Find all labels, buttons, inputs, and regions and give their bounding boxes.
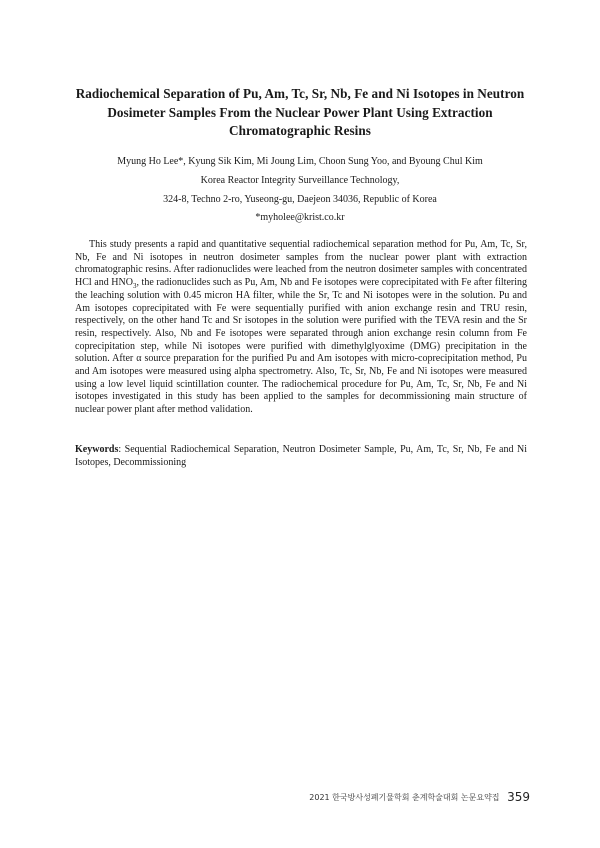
author-list: Myung Ho Lee*, Kyung Sik Kim, Mi Joung Lim, Choon Sung Yoo, and Byoung Chul Kim xyxy=(117,156,483,167)
abstract-text-part-2: , the radionuclides such as Pu, Am, Nb and Fe isotopes were coprecipitated with Fe after filtering the leaching solution with 0.45 micron HA filter, while the Sr, Tc and Ni isotopes were in the solution. Pu and Am isotopes coprecipitated with Fe were sequentially purified with anion exchange resin and TRU resin, respectively, on the other hand Tc and Sr isotopes in the solution were purified with the TEVA resin and the Sr resin, respectively. Also, Nb and Fe isotopes were separated through anion exchange resin column from Fe coprecipitation step, while Ni isotopes were purified with dimethylglyoxime (DMG) precipitation in the solution. After α source preparation for the purified Pu and Am isotopes with micro-coprecipitation method, Pu and Am isotopes were measured using alpha spectrometry. Also, Tc, Sr, Nb, Fe and Ni isotopes were measured using a low level liquid scintillation counter. The radiochemical procedure for Pu, Am, Tc, Sr, Nb, Fe and Ni isotopes investigated in this study has been applied to the samples for decommissioning main structure of nuclear power plant after method validation. xyxy=(75,277,527,416)
keywords-label: Keywords xyxy=(75,444,119,455)
page-number: 359 xyxy=(507,790,530,804)
title-line-3: Chromatographic Resins xyxy=(229,123,371,138)
abstract-subscript: 3 xyxy=(132,282,137,291)
affiliation-address: 324-8, Techno 2-ro, Yuseong-gu, Daejeon 34036, Republic of Korea xyxy=(163,194,437,205)
abstract-text-part-1: This study presents a rapid and quantitative sequential radiochemical separation method for Pu, Am, Tc, Sr, Nb, Fe and Ni isotopes in neutron dosimeter samples from the nuclear power plant with extraction chromatographic resins. After radionuclides were leached from the neutron dosimeter samples with concentrated HCl and HNO xyxy=(75,239,527,289)
abstract-paragraph xyxy=(75,239,527,417)
title-line-2: Dosimeter Samples From the Nuclear Power Plant Using Extraction xyxy=(107,104,493,120)
keywords-paragraph xyxy=(75,444,527,469)
keywords-list: : Sequential Radiochemical Separation, Neutron Dosimeter Sample, Pu, Am, Tc, Sr, Nb, Fe and Ni Isotopes, Decommissioning xyxy=(75,444,527,468)
title-line-1: Radiochemical Separation of Pu, Am, Tc, Sr, Nb, Fe and Ni Isotopes in Neutron xyxy=(75,86,525,101)
affiliation: Korea Reactor Integrity Surveillance Technology, xyxy=(200,175,400,186)
corresponding-email: *myholee@krist.co.kr xyxy=(255,212,345,223)
paper-title xyxy=(60,85,540,141)
page-footer xyxy=(309,790,530,804)
proceedings-name: 2021 한국방사성폐기물학회 춘계학술대회 논문요약집 xyxy=(309,793,500,802)
